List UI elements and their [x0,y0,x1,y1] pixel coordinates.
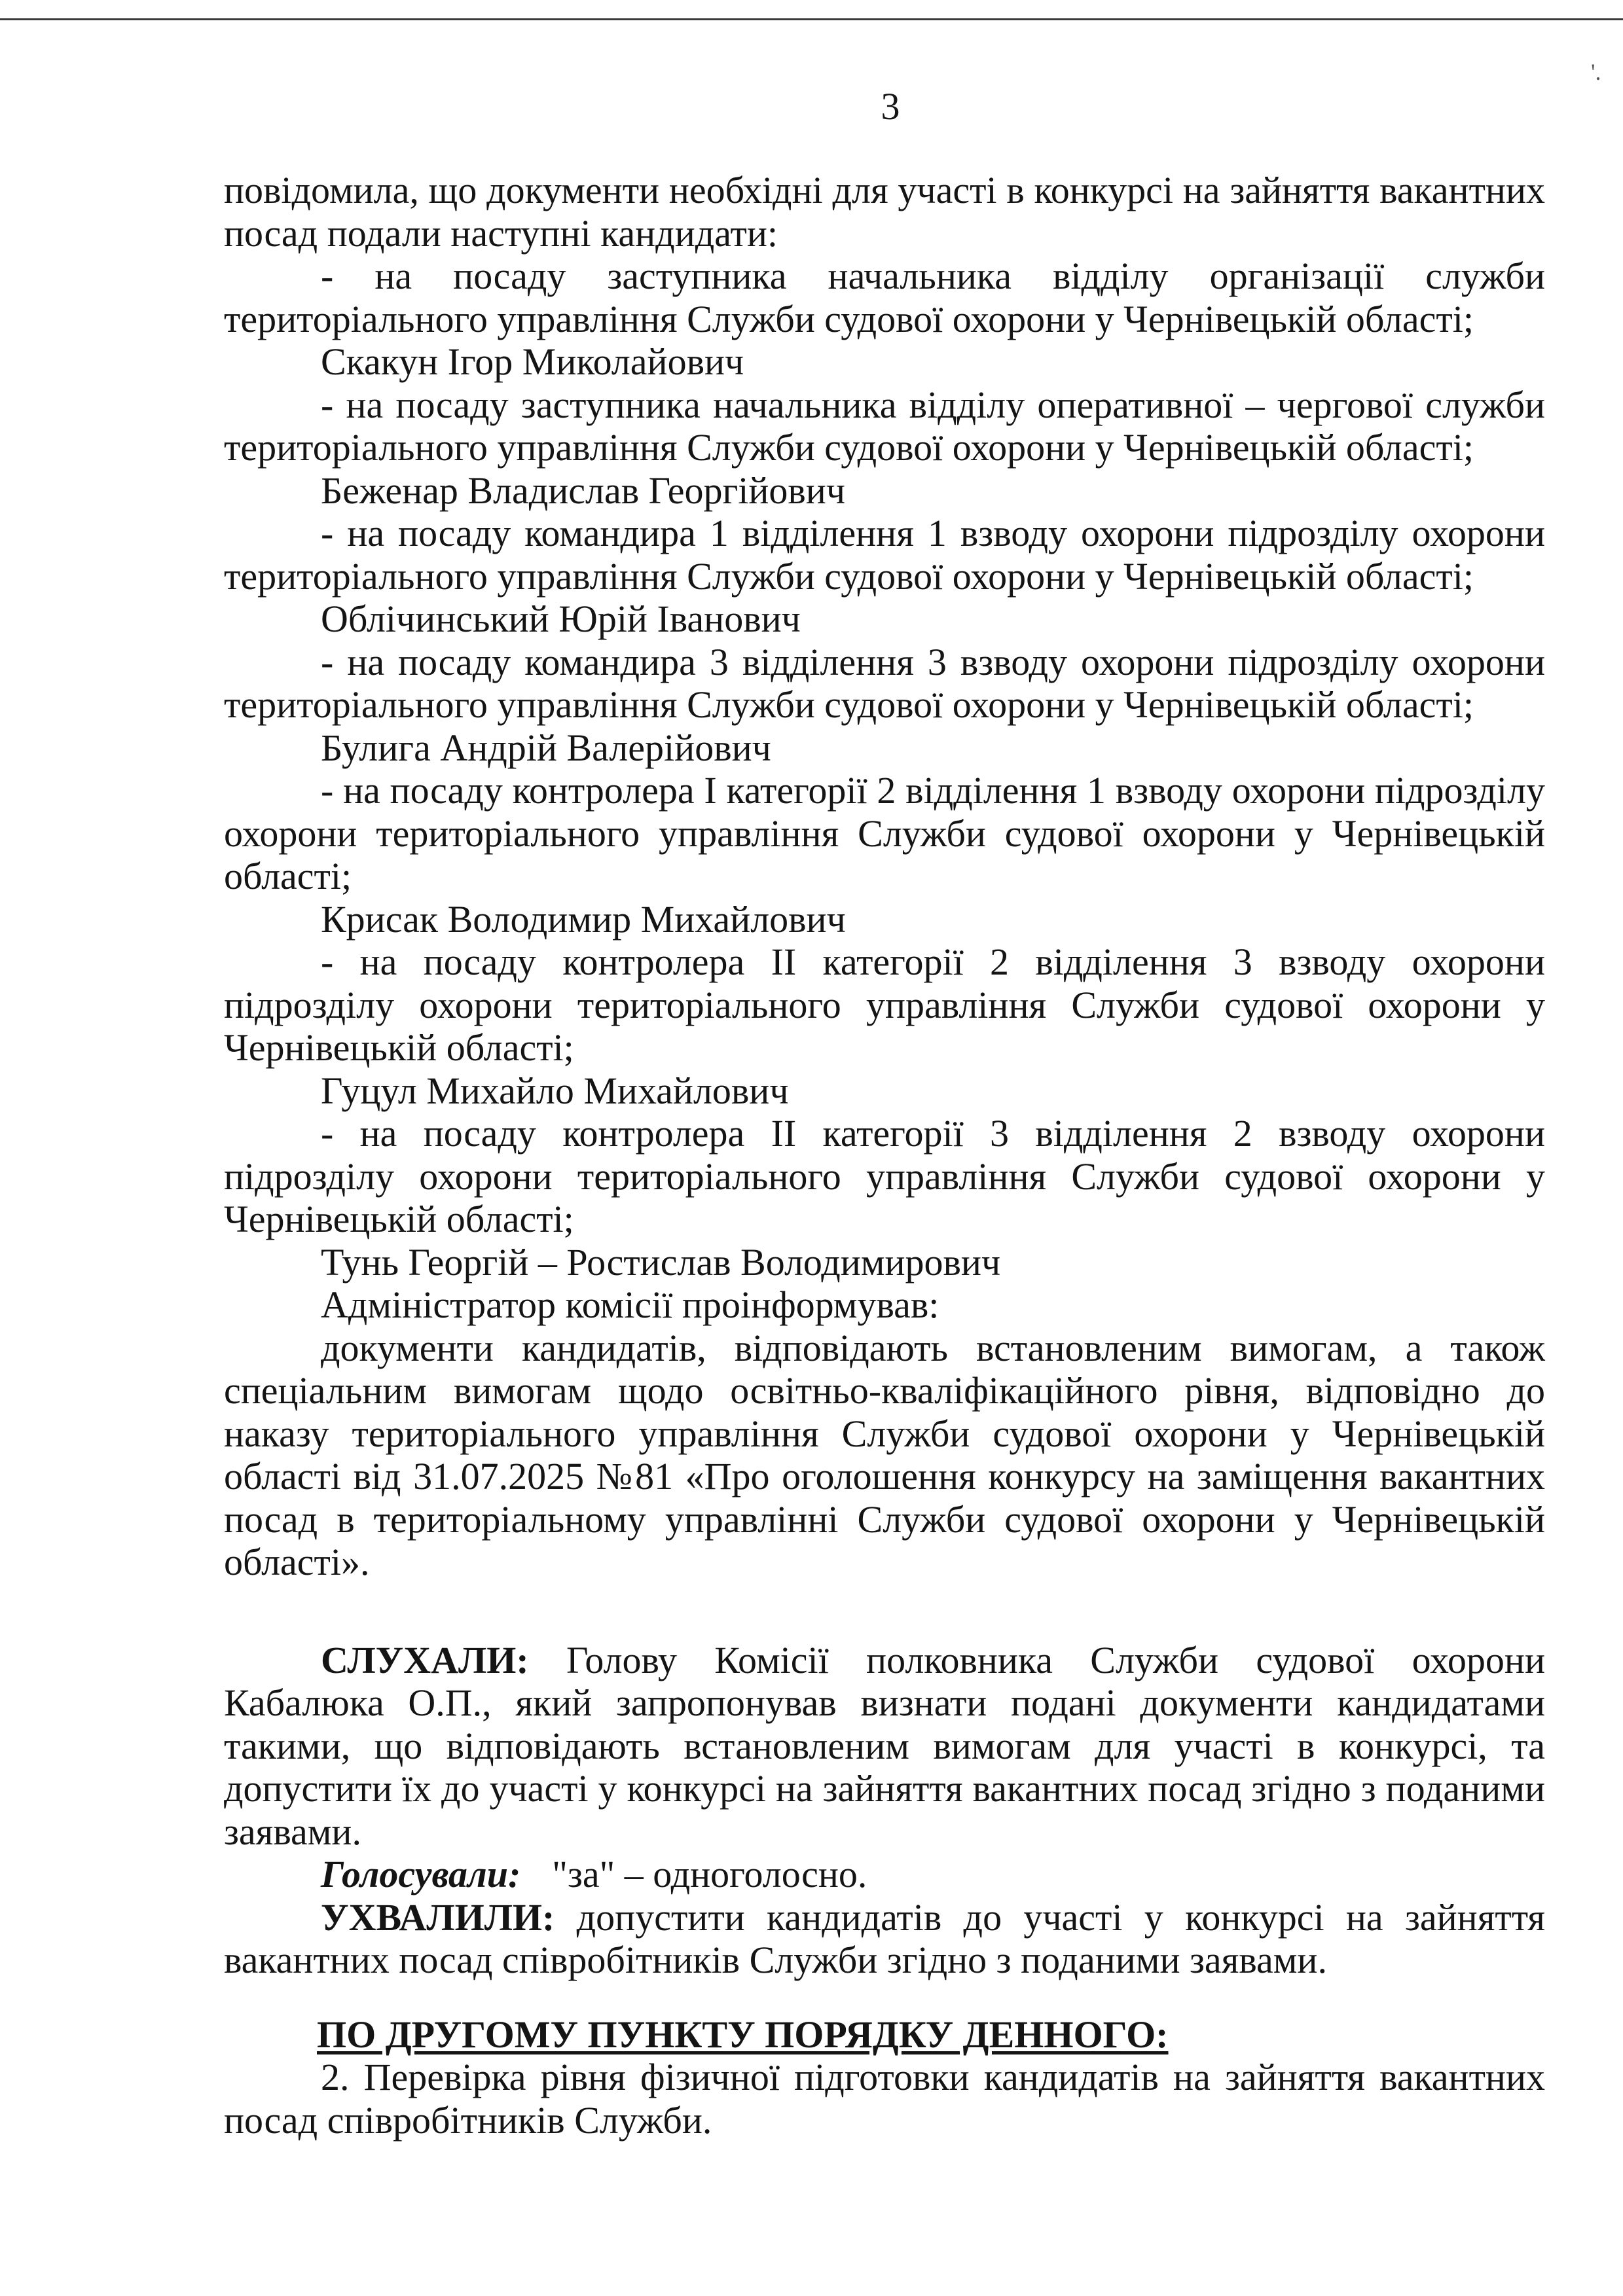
position-description-line: Чернівецькій області; [224,1026,574,1069]
candidate-name: Крисак Володимир Михайлович [321,897,846,941]
admin-statement-line: наказу територіального управління Служби судової охорони у Чернівецькій [224,1412,1545,1455]
position-description-line: підрозділу охорони територіального управління Служби судової охорони у [224,983,1545,1026]
candidate-name: Беженар Владислав Георгійович [321,469,846,512]
position-description-line: Чернівецькій області; [224,1198,574,1240]
admin-statement-line: документи кандидатів, відповідають встановленим вимогам, а також [321,1326,1545,1369]
heard-line: Кабалюка О.П., який запропонував визнати подані документи кандидатами [224,1681,1545,1724]
position-entry [224,512,1545,641]
position-description-line: - на посаду контролера ІІ категорії 3 відділення 2 взводу охорони [321,1112,1545,1155]
position-entry [224,641,1545,770]
position-description-line: територіального управління Служби судової охорони у Чернівецькій області; [224,426,1474,469]
agenda-item-line: 2. Перевірка рівня фізичної підготовки кандидатів на зайняття вакантних [321,2056,1545,2098]
voted-text: "за" – одноголосно. [552,1853,867,1895]
position-description-line: підрозділу охорони територіального управління Служби судової охорони у [224,1155,1545,1198]
position-description-line: - на посаду контролера ІІ категорії 2 відділення 3 взводу охорони [321,941,1545,983]
admin-statement-line: області». [224,1541,370,1583]
position-description-line: області; [224,855,352,897]
candidate-name: Тунь Георгій – Ростислав Володимирович [321,1240,1001,1283]
admin-statement-line: спеціальним вимогам щодо освітньо-кваліфікаційного рівня, відповідно до [224,1369,1545,1412]
position-description-line: - на посаду командира 3 відділення 3 взводу охорони підрозділу охорони [321,640,1545,683]
position-description-line: - на посаду командира 1 відділення 1 взводу охорони підрозділу охорони [321,512,1545,554]
intro-line: повідомила, що документи необхідні для участі в конкурсі на зайняття вакантних [224,169,1545,211]
position-entry [224,1112,1545,1283]
heard-label: СЛУХАЛИ: [321,1638,529,1681]
resolved-text: допустити кандидатів до участі у конкурсі на зайняття [555,1895,1545,1939]
admin-statement-line: посад в територіальному управлінні Служби судової охорони у Чернівецькій [224,1498,1545,1541]
position-description-line: територіального управління Служби судової охорони у Чернівецькій області; [224,683,1474,726]
candidate-name: Облічинський Юрій Іванович [321,598,801,640]
admin-intro: Адміністратор комісії проінформував: [321,1283,939,1326]
candidate-name: Гуцул Михайло Михайлович [321,1069,789,1112]
position-description-line: - на посаду заступника начальника відділу організації служби [321,255,1545,297]
voted-line [224,1853,1545,1896]
candidate-name: Булига Андрій Валерійович [321,726,771,769]
position-entry [224,255,1545,384]
position-description-line: територіального управління Служби судової охорони у Чернівецькій області; [224,554,1474,598]
page-number: 3 [881,85,900,128]
candidate-name: Скакун Ігор Миколайович [321,340,744,383]
heard-line: допустити їх до участі у конкурсі на зайняття вакантних посад згідно з поданими [224,1767,1545,1810]
resolved-line: вакантних посад співробітників Служби згідно з поданими заявами. [224,1939,1327,1981]
heard-paragraph [224,1681,1545,1853]
resolved-line [224,1896,1545,1939]
position-entry [224,941,1545,1112]
position-description-line: - на посаду заступника начальника відділу оперативної – чергової служби [321,383,1545,426]
scan-mark: '. [1591,59,1601,85]
candidate-list [224,255,1545,1283]
position-entry [224,384,1545,512]
admin-statement-line: області від 31.07.2025 №81 «Про оголошення конкурсу на заміщення вакантних [224,1455,1545,1498]
document-body [224,169,1545,2142]
spacer [224,1584,1545,1639]
position-description-line: територіального управління Служби судової охорони у Чернівецькій області; [224,297,1474,340]
heard-text: Голову Комісії полковника Служби судової охорони [528,1638,1545,1681]
agenda-item-line: посад співробітників Служби. [224,2098,712,2142]
heard-line: заявами. [224,1810,361,1853]
position-description-line: охорони територіального управління Служби судової охорони у Чернівецькій [224,812,1545,855]
position-description-line: - на посаду контролера І категорії 2 відділення 1 взводу охорони підрозділу [321,769,1545,812]
admin-statement [224,1327,1545,1584]
heard-line: такими, що відповідають встановленим вимогам для участі в конкурсі, та [224,1724,1545,1767]
intro-line: посад подали наступні кандидати: [224,211,778,255]
section-heading: ПО ДРУГОМУ ПУНКТУ ПОРЯДКУ ДЕННОГО: [317,2013,1169,2056]
voted-label: Голосували: [321,1853,521,1895]
resolved-label: УХВАЛИЛИ: [321,1895,555,1939]
spacer [224,1982,1545,2013]
scan-edge-line [0,18,1623,20]
heard-line [224,1639,1545,1682]
position-entry [224,769,1545,941]
